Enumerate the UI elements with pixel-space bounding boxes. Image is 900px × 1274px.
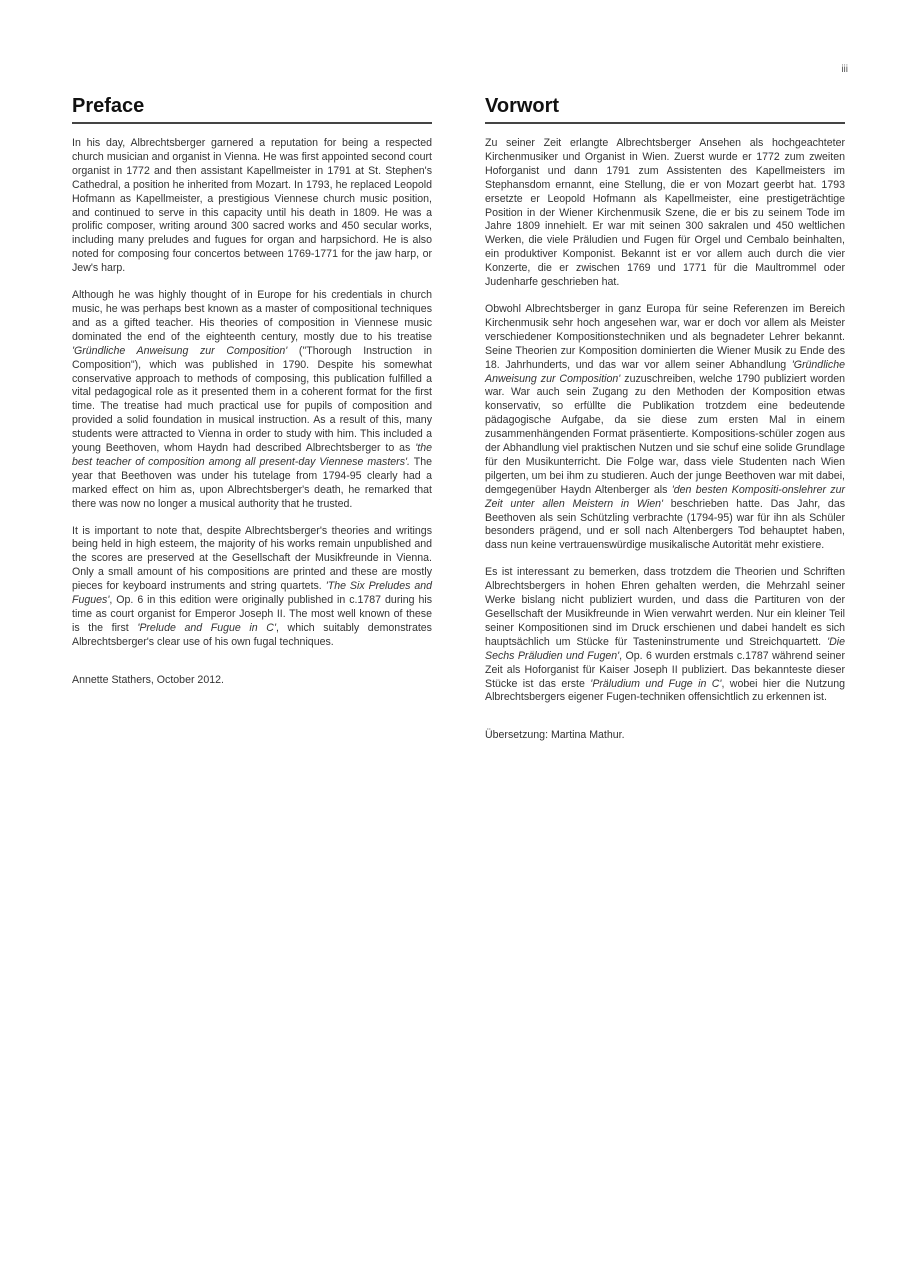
italic-title: 'the best teacher of composition among all present-day Viennese masters'. <box>72 442 432 468</box>
text-run: Obwohl Albrechtsberger in ganz Europa für seine Referenzen im Bereich Kirchenmusik sehr hoch angesehen war, war er doch vor allem als Meister verschiedener Kompositionstechniken und als begnadeter Lehrer bekannt. Seine Theorien zur Komposition dominierten die Wiener Musik zu Ende des 18. Jahrhunderts, und das war vor allem seiner Abhandlung <box>485 302 845 371</box>
italic-title: 'Gründliche Anweisung zur Composition' <box>485 358 845 385</box>
italic-title: 'den besten Kompositi-onslehrer zur Zeit unter allen Meistern in Wien' <box>485 483 845 510</box>
vorwort-paragraph <box>485 137 845 290</box>
vorwort-paragraph <box>485 303 845 553</box>
translator-signature: Übersetzung: Martina Mathur. <box>485 729 625 742</box>
heading-rule <box>485 122 845 124</box>
italic-title: 'Gründliche Anweisung zur Composition' <box>72 344 288 357</box>
text-run: It is important to note that, despite Albrechtsberger's theories and writings being held in high esteem, the majority of his works remain unpublished and the scores are preserved at the Gesellschaft der Musikfreunde in Vienna. Only a small amount of his compositions are printed and these are mostly pieces for keyboard instruments and string quartets. <box>72 524 432 593</box>
preface-paragraph <box>72 525 432 650</box>
text-run: beschrieben hatte. Das Jahr, das Beethoven als sein Schützling verbrachte (1794-95) war für ihn als Schüler besonders prägend, und er soll nach Altenbergers Tod behauptet haben, dass nun keine vertrauenswürdige musikalische Autorität mehr existiere. <box>485 497 846 552</box>
text-run: , Op. 6 in this edition were originally published in c.1787 during his time as court organist for Emperor Joseph II. The most well known of these is the first <box>72 594 432 634</box>
vorwort-heading: Vorwort <box>485 95 560 117</box>
page-number: iii <box>841 64 848 75</box>
text-run: Zu seiner Zeit erlangte Albrechtsberger Ansehen als hochgeachteter Kirchenmusiker und Organist in Wien. Zuerst wurde er 1772 zum zweiten Hoforganist und dann 1791 zum Assistenten des Kapellmeisters im Stephansdom ernannt, eine Stellung, die er von Mozart geerbt hat. 1793 ersetzte er Leopold Hofmann als Kapellmeister, eine prestigeträchtige Position in der Wiener Kirchenmusik Szene, die er bis zu seinem Tode im Jahre 1809 innehielt. Er war mit seinen 300 sakralen und 450 weltlichen Werken, die viele Präludien und Fugen für Orgel und Cembalo beinhalten, ein produktiver Komponist. Bekannt ist er vor allem auch durch die vier Konzerte, die er zwischen 1769 und 1771 für die Maultrommel oder Judenharfe geschrieben hat. <box>485 137 845 289</box>
italic-title: 'Präludium und Fuge in C' <box>590 677 722 690</box>
text-run: ("Thorough Instruction in Composition"), which was published in 1790. Despite his somewhat conservative approach to methods of composing, this publication fulfilled a vital pedagogical role as it presented them in a coherent format for the first time. The treatise had much practical use for pupils of composition and provided a solid foundation in musical instruction. As a result of this, many students were attracted to Vienna in order to study with him. This included a young Beethoven, whom Haydn had described Albrechtsberger to as <box>72 344 432 455</box>
preface-paragraph <box>72 137 432 276</box>
italic-title: 'Prelude and Fugue in C' <box>137 621 276 634</box>
text-run: In his day, Albrechtsberger garnered a reputation for being a respected church musician and organist in Vienna. He was first appointed second court organist in 1772 and then assistant Kapellmeister in 1791 at St. Stephen's Cathedral, a position he inherited from Mozart. In 1793, he replaced Leopold Hofmann as Kapellmeister, a prestigious Viennese church music position, and continued to serve in this capacity until his death in 1809. He was a prolific composer, writing around 300 sacred works and 450 secular works, including many preludes and fugues for organ and harpsichord. He is also noted for composing four concertos between 1769-1771 for the jaw harp, or Jew's harp. <box>72 137 432 275</box>
text-run: The year that Beethoven was under his tutelage from 1794-95 clearly had a marked effect on him as, upon Albrechtsberger's death, he remarked that there was now no longer a musical authority that he trusted. <box>72 455 432 510</box>
preface-paragraph <box>72 289 432 512</box>
vorwort-column <box>485 94 845 743</box>
text-run: , Op. 6 wurden erstmals c.1787 während seiner Zeit als Hoforganist für Kaiser Joseph II publiziert. Das bekannteste dieser Stücke ist das erste <box>485 649 845 690</box>
text-run: , wobei hier die Nutzung Albrechtsbergers eigener Fugen-techniken offensichtlich zu erkennen ist. <box>485 677 845 704</box>
preface-column <box>72 94 432 688</box>
heading-rule <box>72 122 432 124</box>
vorwort-paragraph <box>485 566 845 705</box>
text-run: zuzuschreiben, welche 1790 publiziert worden war. War auch sein Zugang zu den Methoden der Komposition etwas konservativ, so erfüllte die Publikation trotzdem eine bedeutende pädagogische Aufgabe, da sie diese zum ersten Mal in einem zusammenhängenden Format präsentierte. Kompositions-schüler zogen aus der Abhandlung viel praktischen Nutzen und sie schuf eine solide Grundlage für den Musikunterricht. Die Folge war, dass viele Studenten nach Wien pilgerten, um bei ihm zu studieren. Auch der junge Beethoven war mit dabei, demgegenüber Haydn Altenberger als <box>485 372 845 496</box>
author-signature: Annette Stathers, October 2012. <box>72 673 224 686</box>
preface-heading: Preface <box>72 95 145 117</box>
text-run: , which suitably demonstrates Albrechtsberger's clear use of his own fugal techniques. <box>72 621 432 648</box>
italic-title: 'The Six Preludes and Fugues' <box>72 580 432 607</box>
italic-title: 'Die Sechs Präludien und Fugen' <box>485 635 845 662</box>
text-run: Es ist interessant zu bemerken, dass trotzdem die Theorien und Schriften Albrechtsbergers in hohen Ehren gehalten werden, die Mehrzahl seiner Werke bislang nicht publiziert wurden, und dass die Partituren von der Gesellschaft der Musikfreunde in Wien verwahrt werden. Nur ein kleiner Teil seiner Kompositionen sind im Druck erschienen und dabei handelt es sich hauptsächlich um Stücke für Tasteninstrumente und Streichquartett. <box>485 566 845 648</box>
text-run: Although he was highly thought of in Europe for his credentials in church music, he was perhaps best known as a master of compositional techniques and as a gifted teacher. His theories of composition in Viennese music dominated the end of the eighteenth century, mostly due to his treatise <box>72 289 432 343</box>
